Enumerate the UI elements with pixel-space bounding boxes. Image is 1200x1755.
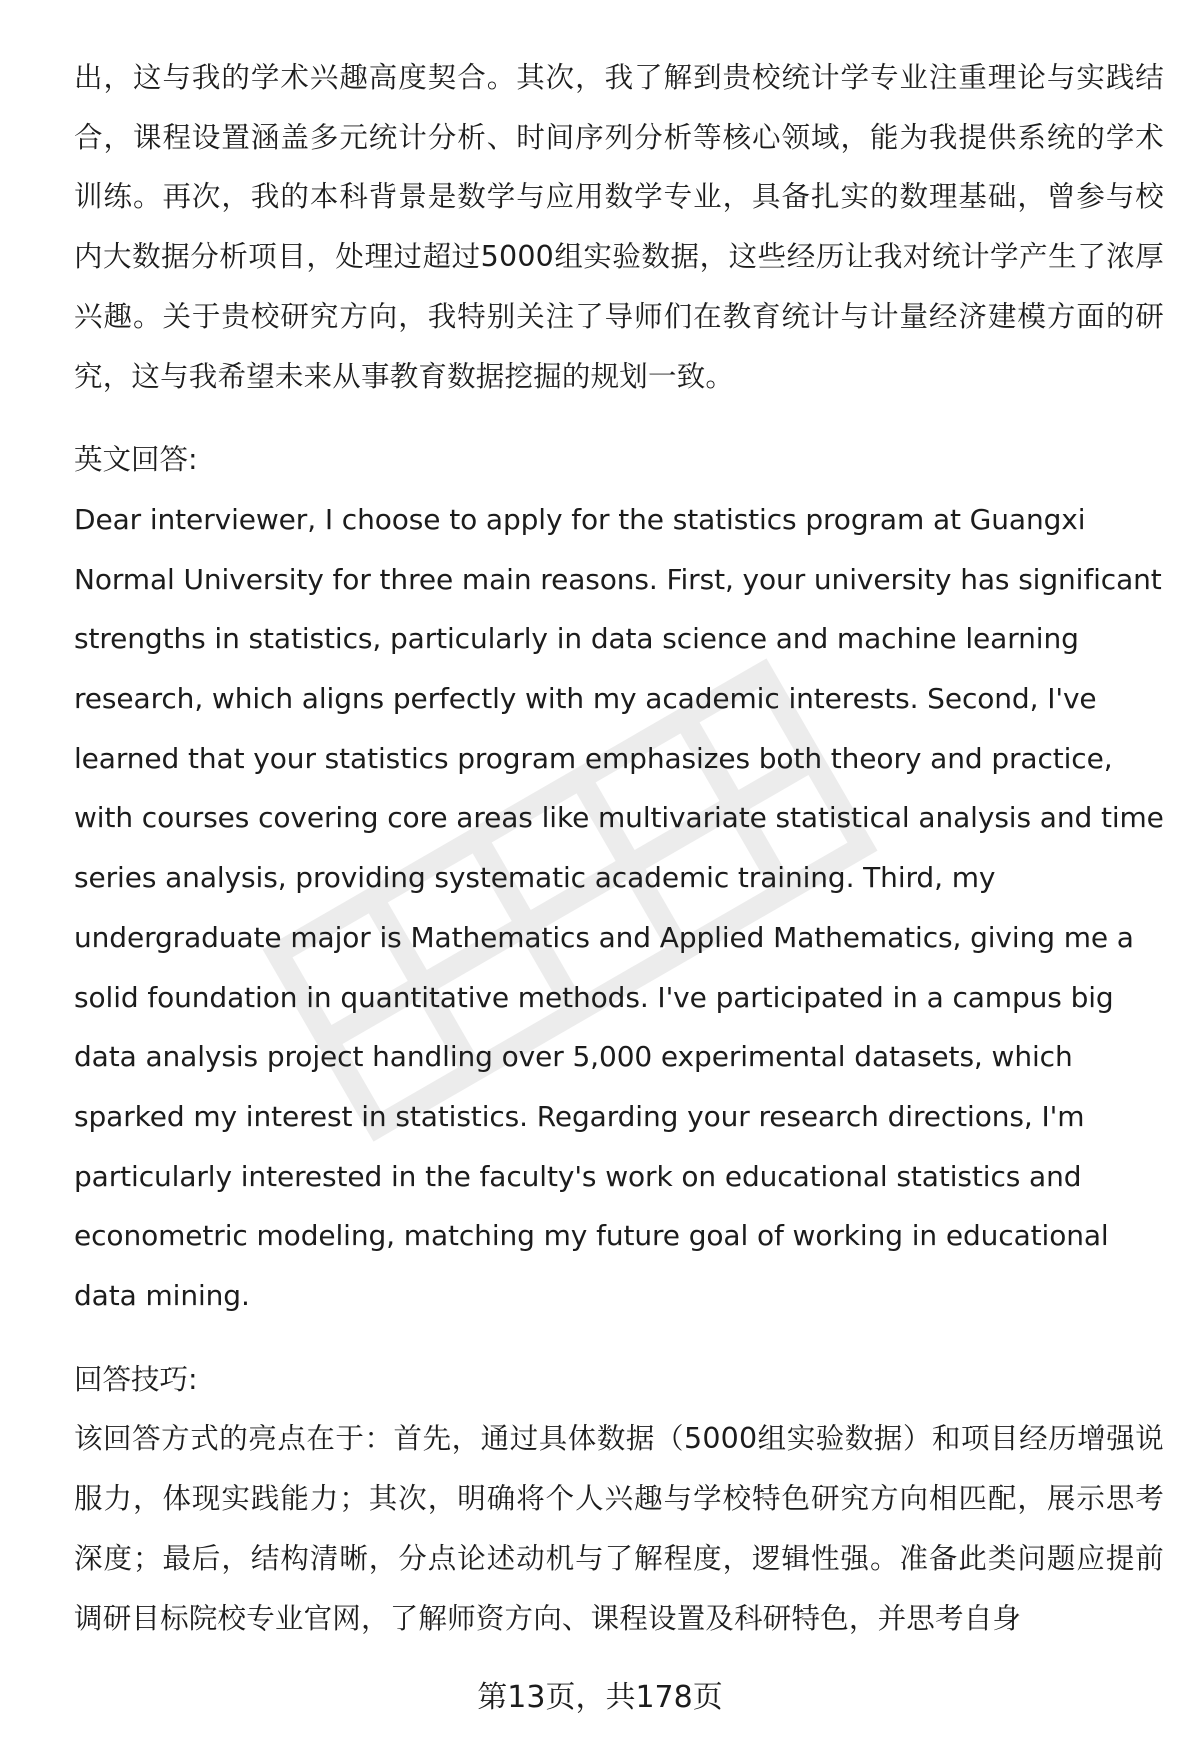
intro-paragraph: 出，这与我的学术兴趣高度契合。其次，我了解到贵校统计学专业注重理论与实践结合，课程设置涵盖多元统计分析、时间序列分析等核心领域，能为我提供系统的学术训练。再次，我的本科背景是数学与应用数学专业，具备扎实的数理基础，曾参与校内大数据分析项目，处理过超过5000组实验数据，这些经历让我对统计学产生了浓厚兴趣。关于贵校研究方向，我特别关注了导师们在教育统计与计量经济建模方面的研究，这与我希望未来从事教育数据挖掘的规划一致。 [74,61,1164,393]
answer-tips-paragraph: 该回答方式的亮点在于：首先，通过具体数据（5000组实验数据）和项目经历增强说服力，体现实践能力；其次，明确将个人兴趣与学校特色研究方向相匹配，展示思考深度；最后，结构清晰，分点论述动机与了解程度，逻辑性强。准备此类问题应提前调研目标院校专业官网，了解师资方向、课程设置及科研特色，并思考自身 [74,1422,1164,1635]
document-body [74,48,1164,1648]
english-answer-paragraph: Dear interviewer, I choose to apply for the statistics program at Guangxi Normal University for three main reasons. First, your university has significant strengths in statistics, particularly in data science and machine learning research, which aligns perfectly with my academic interests. Second, I've learned that your statistics program emphasizes both theory and practice, with courses covering core areas like multivariate statistical analysis and time series analysis, providing systematic academic training. Third, my undergraduate major is Mathematics and Applied Mathematics, giving me a solid foundation in quantitative methods. I've participated in a campus big data analysis project handling over 5,000 experimental datasets, which sparked my interest in statistics. Regarding your research directions, I'm particularly interested in the faculty's work on educational statistics and econometric modeling, matching my future goal of working in educational data mining. [74,502,1164,1313]
english-answer-heading: 英文回答: [74,443,198,477]
answer-tips-heading: 回答技巧: [74,1362,198,1396]
page-number: 第13页，共178页 [477,1680,723,1715]
